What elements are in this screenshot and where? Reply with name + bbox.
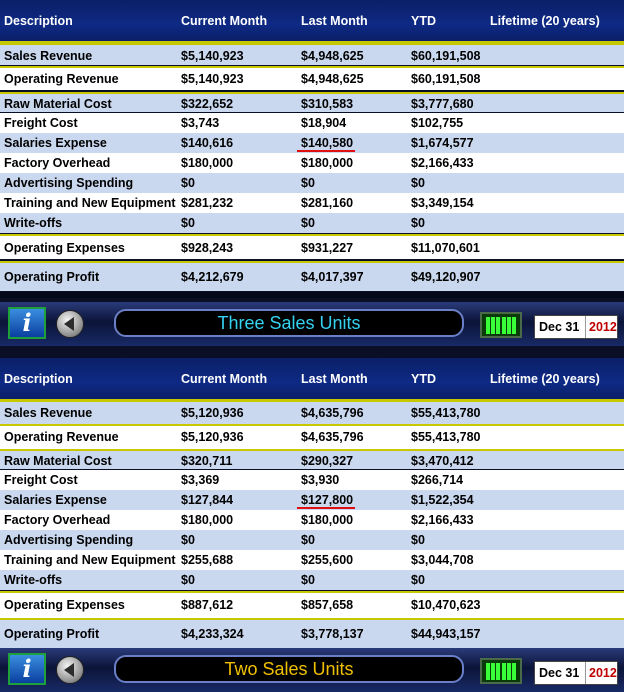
header-current-month[interactable]: Current Month [181,372,268,386]
table-row-freight-cost [0,470,624,490]
table-row-operating-revenue [0,424,624,449]
signal-bar [507,663,511,680]
current-month-value: $928,243 [181,241,234,255]
info-button[interactable]: i [8,653,46,685]
current-month-value: $0 [181,573,195,587]
last-month-value: $4,948,625 [301,72,364,86]
current-month-value: $322,652 [181,97,234,111]
back-arrow-icon [64,317,74,331]
header-ytd[interactable]: YTD [411,372,436,386]
last-month-value: $931,227 [301,241,354,255]
report-title: Two Sales Units [114,655,464,683]
table-row-factory-overhead [0,153,624,173]
current-month-value: $281,232 [181,196,234,210]
current-month-value: $887,612 [181,598,234,612]
ytd-value: $49,120,907 [411,270,481,284]
ytd-value: $3,777,680 [411,97,474,111]
current-month-value: $0 [181,176,195,190]
report-panel-two-units [0,358,624,692]
table-row-factory-overhead [0,510,624,530]
table-row-training-equipment [0,193,624,213]
signal-bar [491,663,495,680]
current-month-value: $4,212,679 [181,270,244,284]
row-label: Training and New Equipment [4,553,176,567]
row-label: Operating Profit [4,627,100,641]
ytd-value: $60,191,508 [411,72,481,86]
header-current-month[interactable]: Current Month [181,14,268,28]
table-row-raw-material-cost [0,449,624,469]
signal-bar [512,663,516,680]
table-header [0,358,624,401]
header-description: Description [4,14,73,28]
row-label: Write-offs [4,216,63,230]
footer-divider [0,292,624,298]
last-month-value-highlighted: $127,800 [301,493,354,507]
ytd-value: $3,349,154 [411,196,474,210]
ytd-value: $0 [411,176,425,190]
ytd-value: $1,674,577 [411,136,474,150]
ytd-value: $3,470,412 [411,454,474,468]
current-month-value: $5,140,923 [181,72,244,86]
table-row-write-offs [0,570,624,590]
table-row-advertising-spending [0,173,624,193]
ytd-value: $44,943,157 [411,627,481,641]
row-label: Advertising Spending [4,533,134,547]
current-month-value: $127,844 [181,493,234,507]
date-month-day: Dec 31 [539,666,580,680]
last-month-value: $0 [301,573,315,587]
row-label: Operating Revenue [4,430,119,444]
row-label: Factory Overhead [4,513,111,527]
ytd-value: $55,413,780 [411,406,481,420]
signal-bar [512,317,516,334]
last-month-value: $4,017,397 [301,270,364,284]
ytd-value: $0 [411,533,425,547]
last-month-value: $0 [301,216,315,230]
signal-bars-icon[interactable] [480,658,522,684]
back-arrow-button[interactable] [56,310,84,338]
table-row-salaries-expense [0,490,624,510]
table-row-operating-profit [0,618,624,648]
row-label: Factory Overhead [4,156,111,170]
current-month-value: $5,140,923 [181,49,244,63]
current-month-value: $180,000 [181,513,234,527]
current-month-value: $0 [181,216,195,230]
current-month-value: $0 [181,533,195,547]
last-month-value: $281,160 [301,196,354,210]
ytd-value: $2,166,433 [411,513,474,527]
table-row-advertising-spending [0,530,624,550]
table-row-training-equipment [0,550,624,570]
signal-bar [486,317,490,334]
table-row-sales-revenue [0,400,624,424]
table-row-raw-material-cost [0,92,624,112]
last-month-value: $3,930 [301,473,340,487]
table-row-operating-revenue [0,66,624,90]
table-header [0,0,624,43]
last-month-value: $290,327 [301,454,354,468]
last-month-value: $255,600 [301,553,354,567]
signal-bar [496,317,500,334]
signal-bar [507,317,511,334]
ytd-value: $2,166,433 [411,156,474,170]
last-month-value: $0 [301,533,315,547]
ytd-value: $3,044,708 [411,553,474,567]
row-label: Sales Revenue [4,49,93,63]
header-ytd[interactable]: YTD [411,14,436,28]
last-month-value: $4,635,796 [301,430,364,444]
ytd-value: $102,755 [411,116,464,130]
row-label: Freight Cost [4,473,78,487]
header-lifetime[interactable]: Lifetime (20 years) [490,372,600,386]
last-month-value: $857,658 [301,598,354,612]
signal-bars-icon[interactable] [480,312,522,338]
signal-bar [496,663,500,680]
row-label: Raw Material Cost [4,454,112,468]
last-month-value: $18,904 [301,116,347,130]
last-month-value: $0 [301,176,315,190]
ytd-value: $1,522,354 [411,493,474,507]
red-underline [297,507,355,509]
signal-bar [502,663,506,680]
date-display [534,315,618,339]
header-last-month[interactable]: Last Month [301,372,368,386]
row-label: Operating Expenses [4,598,125,612]
row-label: Operating Revenue [4,72,119,86]
row-label: Training and New Equipment [4,196,176,210]
row-label: Operating Expenses [4,241,125,255]
row-label: Salaries Expense [4,493,107,507]
row-label: Salaries Expense [4,136,107,150]
table-row-freight-cost [0,113,624,133]
last-month-value: $3,778,137 [301,627,364,641]
current-month-value: $5,120,936 [181,430,244,444]
red-underline [297,150,355,152]
current-month-value: $3,369 [181,473,220,487]
back-arrow-button[interactable] [56,656,84,684]
last-month-value: $180,000 [301,156,354,170]
row-label: Sales Revenue [4,406,93,420]
last-month-value: $4,635,796 [301,406,364,420]
table-row-operating-expenses [0,591,624,618]
current-month-value: $3,743 [181,116,220,130]
table-row-operating-expenses [0,234,624,259]
current-month-value: $5,120,936 [181,406,244,420]
ytd-value: $266,714 [411,473,464,487]
last-month-value: $180,000 [301,513,354,527]
ytd-value: $10,470,623 [411,598,481,612]
table-row-salaries-expense [0,133,624,153]
date-year: 2012 [585,662,617,684]
current-month-value: $140,616 [181,136,234,150]
row-label: Operating Profit [4,270,100,284]
header-last-month[interactable]: Last Month [301,14,368,28]
table-row-operating-profit [0,261,624,291]
date-month-day: Dec 31 [539,320,580,334]
row-label: Freight Cost [4,116,78,130]
current-month-value: $4,233,324 [181,627,244,641]
row-label: Write-offs [4,573,63,587]
last-month-value: $310,583 [301,97,354,111]
last-month-value: $4,948,625 [301,49,364,63]
last-month-value-highlighted: $140,580 [301,136,354,150]
row-label: Advertising Spending [4,176,134,190]
date-year: 2012 [585,316,617,338]
table-row-sales-revenue [0,43,624,65]
date-display [534,661,618,685]
report-title: Three Sales Units [114,309,464,337]
signal-bar [502,317,506,334]
header-description: Description [4,372,73,386]
ytd-value: $0 [411,216,425,230]
header-lifetime[interactable]: Lifetime (20 years) [490,14,600,28]
ytd-value: $11,070,601 [411,241,480,255]
info-button[interactable]: i [8,307,46,339]
ytd-value: $60,191,508 [411,49,481,63]
ytd-value: $0 [411,573,425,587]
ytd-value: $55,413,780 [411,430,481,444]
current-month-value: $320,711 [181,454,233,468]
footer-bar [0,302,624,346]
current-month-value: $180,000 [181,156,234,170]
row-label: Raw Material Cost [4,97,112,111]
table-row-write-offs [0,213,624,233]
back-arrow-icon [64,663,74,677]
current-month-value: $255,688 [181,553,234,567]
signal-bar [491,317,495,334]
signal-bar [486,663,490,680]
footer-bar [0,648,624,692]
